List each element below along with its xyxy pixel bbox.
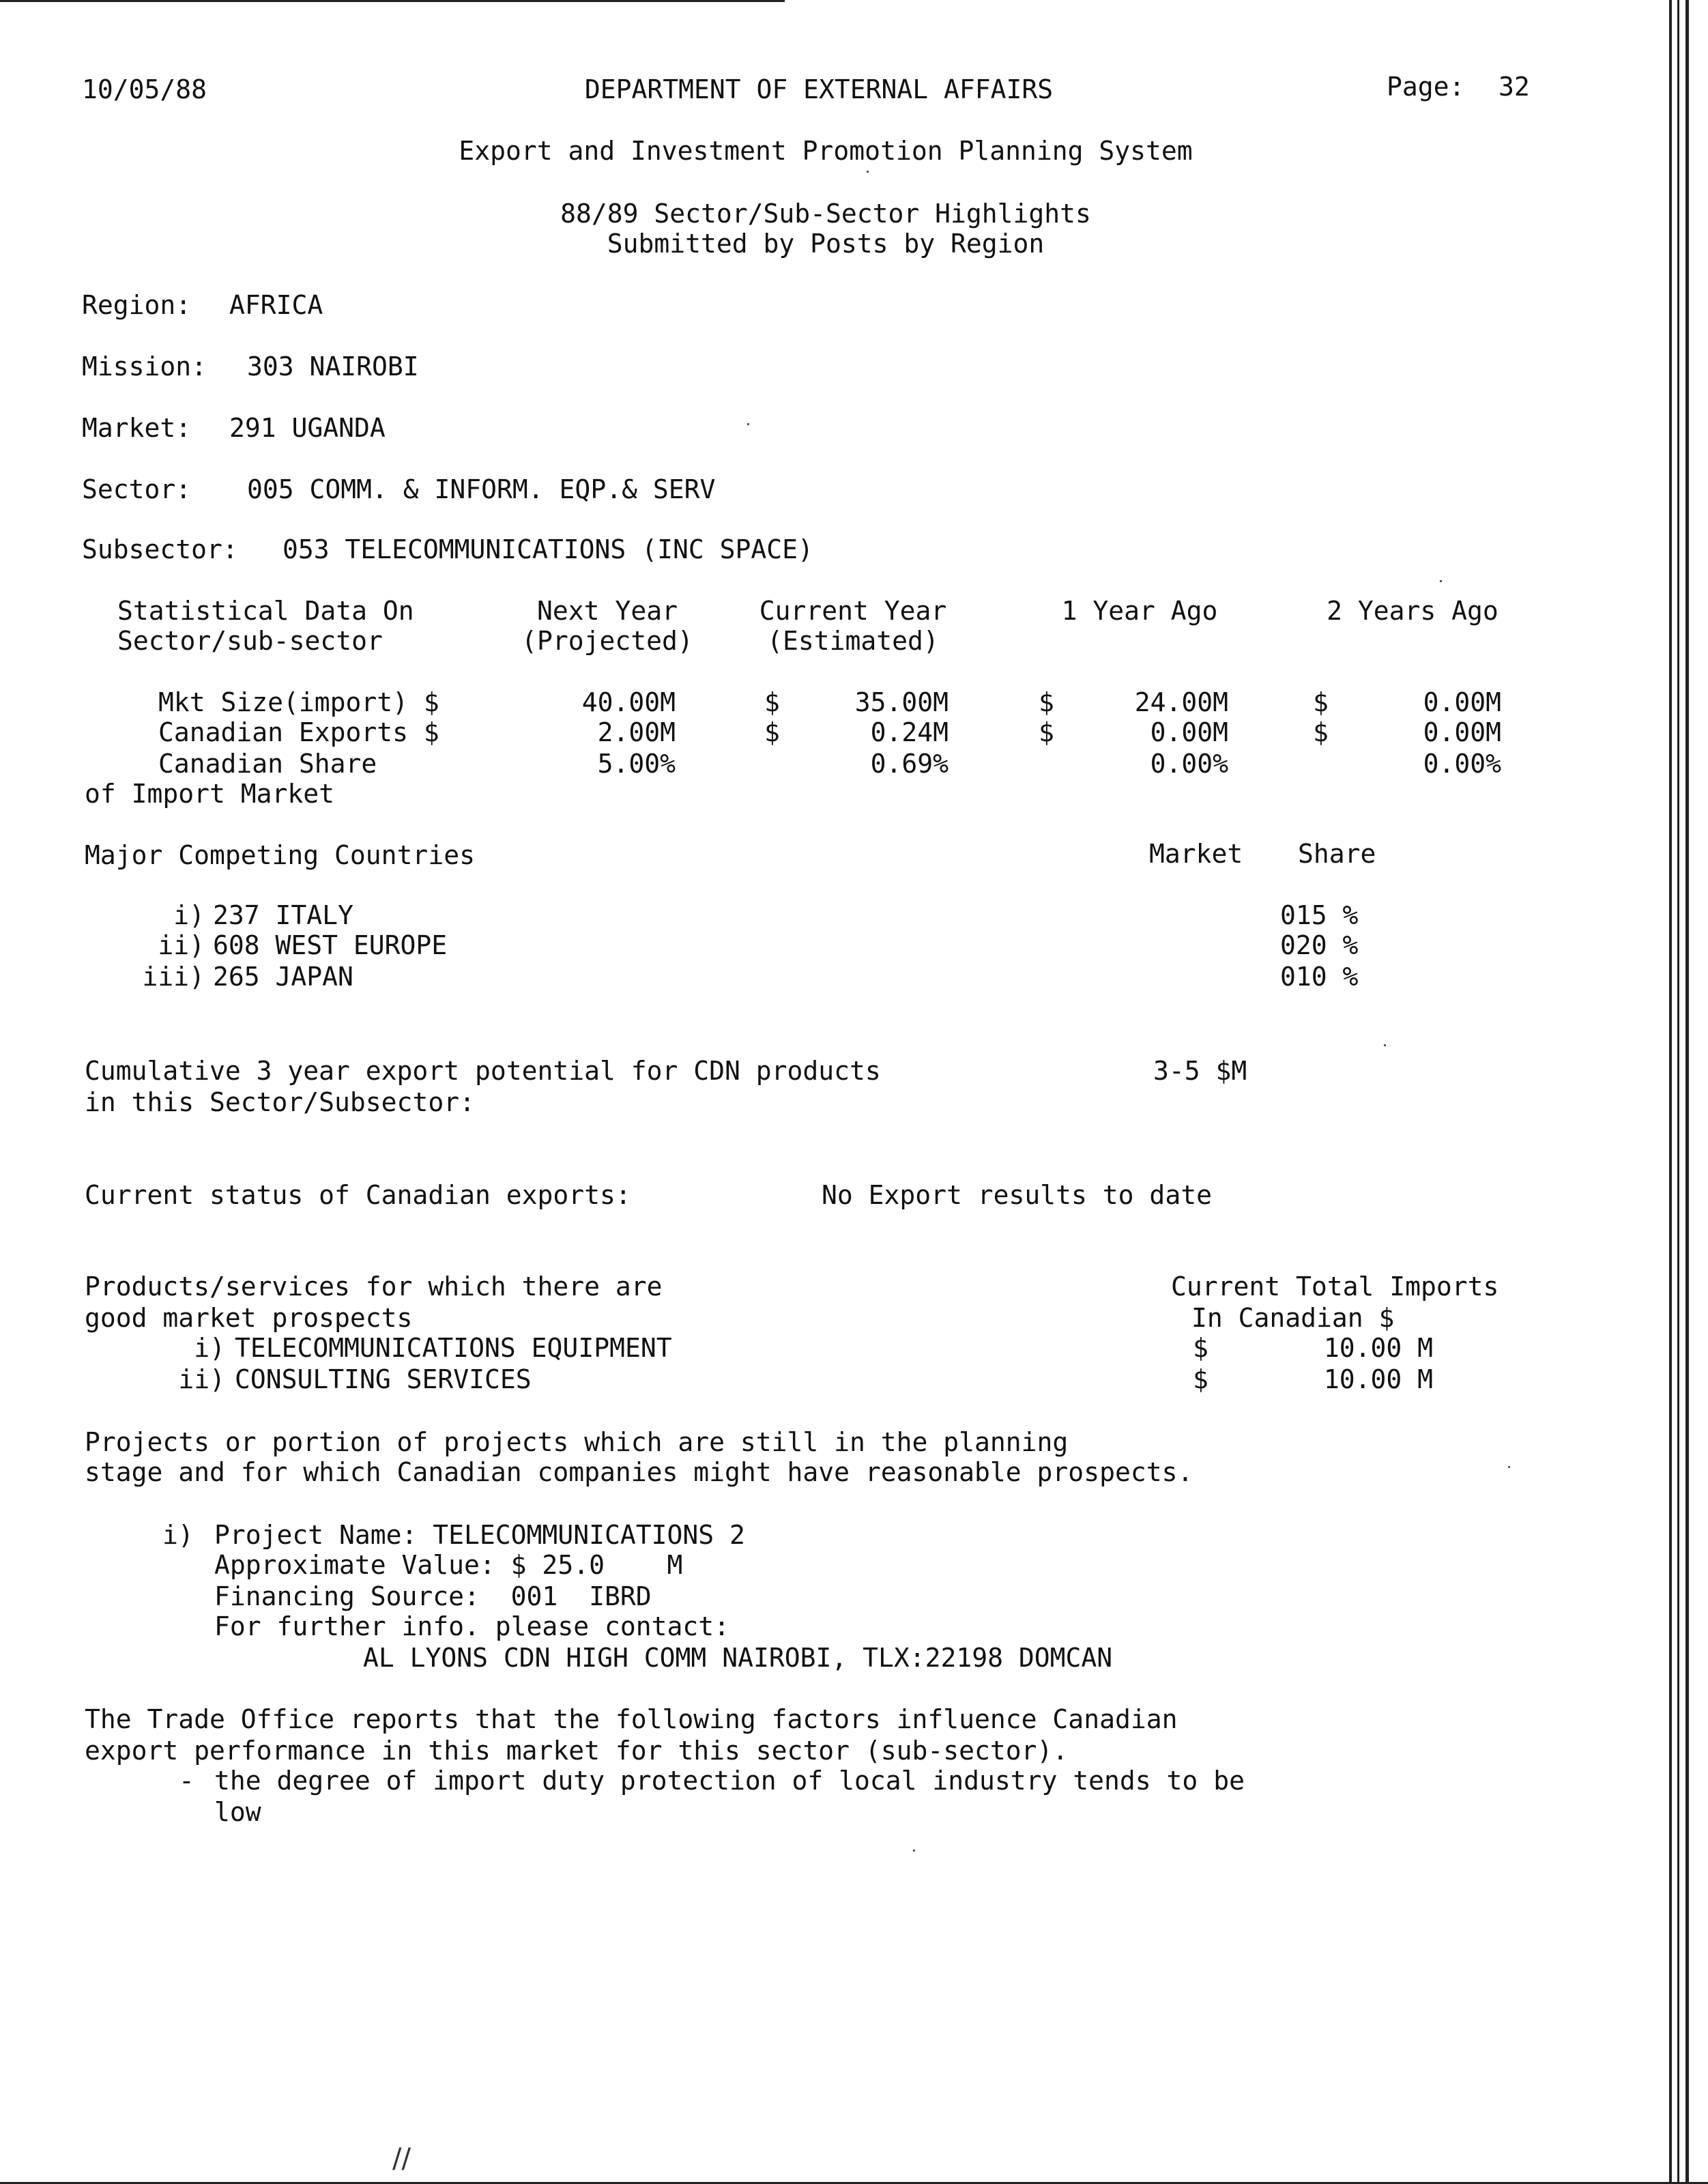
subsector-value: 053 TELECOMMUNICATIONS (INC SPACE) bbox=[283, 534, 813, 564]
projects-intro-2: stage and for which Canadian companies might have reasonable prospects. bbox=[85, 1457, 1193, 1487]
product-number: ii) bbox=[178, 1364, 225, 1394]
imports-heading-2: In Canadian $ bbox=[1191, 1303, 1395, 1333]
stats-header-left-1: Statistical Data On bbox=[117, 596, 414, 626]
mission-label: Mission: bbox=[82, 351, 207, 382]
report-title: 88/89 Sector/Sub-Sector Highlights bbox=[560, 199, 1091, 229]
competitor-country: 265 JAPAN bbox=[213, 962, 353, 992]
col-next-year: Next Year bbox=[537, 596, 678, 626]
region-label: Region: bbox=[82, 290, 192, 320]
potential-value: 3-5 $M bbox=[1153, 1056, 1247, 1086]
cell-mkt-size-next: 40.00M bbox=[581, 687, 676, 717]
status-value: No Export results to date bbox=[822, 1180, 1212, 1210]
factor-bullet: - bbox=[179, 1766, 194, 1796]
project-financing: Financing Source: 001 IBRD bbox=[214, 1581, 652, 1611]
page-label: Page: bbox=[1387, 72, 1465, 102]
system-title: Export and Investment Promotion Planning System bbox=[459, 136, 1193, 166]
cell-currency: $ bbox=[1039, 717, 1054, 747]
subsector-label: Subsector: bbox=[82, 534, 238, 564]
competitor-country: 237 ITALY bbox=[213, 900, 353, 930]
department-title: DEPARTMENT OF EXTERNAL AFFAIRS bbox=[584, 74, 1054, 104]
competitor-share: 020 % bbox=[1280, 930, 1359, 960]
cell-share-1y: 0.00% bbox=[1150, 749, 1228, 779]
cell-mkt-size-current: 35.00M bbox=[854, 687, 949, 717]
sector-label: Sector: bbox=[82, 474, 192, 504]
imports-heading-1: Current Total Imports bbox=[1171, 1271, 1499, 1302]
report-subtitle: Submitted by Posts by Region bbox=[607, 229, 1045, 259]
col-next-year-sub: (Projected) bbox=[521, 626, 693, 656]
row-label-share-suffix: of Import Market bbox=[85, 779, 335, 809]
cell-currency: $ bbox=[764, 687, 780, 717]
scan-right-edge bbox=[1669, 0, 1672, 2184]
market-label: Market: bbox=[82, 413, 192, 443]
cell-share-2y: 0.00% bbox=[1423, 749, 1501, 779]
cell-currency: $ bbox=[1313, 687, 1329, 717]
competitor-number: iii) bbox=[142, 962, 205, 992]
cell-exports-current: 0.24M bbox=[870, 717, 949, 747]
cell-currency: $ bbox=[1313, 717, 1329, 747]
row-label-mkt-size: Mkt Size(import) $ bbox=[158, 687, 439, 717]
factors-intro-2: export performance in this market for this sector (sub-sector). bbox=[85, 1736, 1069, 1766]
product-name: TELECOMMUNICATIONS EQUIPMENT bbox=[235, 1333, 672, 1363]
col-current-year-sub: (Estimated) bbox=[767, 626, 939, 656]
mission-value: 303 NAIROBI bbox=[247, 351, 419, 382]
competitor-number: ii) bbox=[158, 930, 205, 960]
scan-right-edge-2 bbox=[1677, 0, 1679, 2184]
project-contact: AL LYONS CDN HIGH COMM NAIROBI, TLX:22198 DOMCAN bbox=[363, 1643, 1113, 1673]
competitor-country: 608 WEST EUROPE bbox=[213, 930, 448, 960]
region-value: AFRICA bbox=[229, 290, 323, 320]
project-contact-label: For further info. please contact: bbox=[214, 1611, 729, 1641]
stats-header-left-2: Sector/sub-sector bbox=[117, 626, 383, 656]
competitor-number: i) bbox=[173, 900, 205, 930]
scan-top-edge bbox=[0, 0, 785, 2]
col-2-years-ago: 2 Years Ago bbox=[1327, 596, 1499, 626]
speck bbox=[913, 1850, 915, 1852]
page-number: 32 bbox=[1499, 72, 1530, 102]
potential-line-2: in this Sector/Subsector: bbox=[85, 1087, 475, 1117]
cell-currency: $ bbox=[764, 717, 780, 747]
potential-line-1: Cumulative 3 year export potential for CDN products bbox=[85, 1056, 881, 1086]
project-value: Approximate Value: $ 25.0 M bbox=[214, 1550, 683, 1580]
speck bbox=[1384, 1044, 1386, 1046]
factor-line-1: the degree of import duty protection of local industry tends to be bbox=[214, 1766, 1245, 1796]
factors-intro-1: The Trade Office reports that the following factors influence Canadian bbox=[85, 1704, 1178, 1734]
cell-currency: $ bbox=[1039, 687, 1054, 717]
col-current-year: Current Year bbox=[759, 596, 947, 626]
cell-exports-next: 2.00M bbox=[597, 717, 676, 747]
product-currency: $ bbox=[1193, 1333, 1208, 1363]
cell-exports-2y: 0.00M bbox=[1423, 717, 1501, 747]
speck bbox=[1440, 580, 1442, 582]
speck bbox=[1508, 1466, 1510, 1468]
row-label-canadian-exports: Canadian Exports $ bbox=[158, 717, 439, 747]
cell-exports-1y: 0.00M bbox=[1150, 717, 1228, 747]
sector-value: 005 COMM. & INFORM. EQP.& SERV bbox=[247, 474, 716, 504]
cell-mkt-size-2y: 0.00M bbox=[1423, 687, 1501, 717]
product-number: i) bbox=[194, 1333, 225, 1363]
competitor-share: 010 % bbox=[1280, 962, 1359, 992]
factor-line-2: low bbox=[214, 1797, 261, 1827]
product-name: CONSULTING SERVICES bbox=[235, 1364, 532, 1394]
product-currency: $ bbox=[1193, 1364, 1208, 1394]
pen-mark: // bbox=[392, 2143, 411, 2174]
col-1-year-ago: 1 Year Ago bbox=[1061, 596, 1218, 626]
cell-mkt-size-1y: 24.00M bbox=[1134, 687, 1228, 717]
report-date: 10/05/88 bbox=[82, 74, 207, 104]
row-label-canadian-share: Canadian Share bbox=[158, 749, 377, 779]
market-value: 291 UGANDA bbox=[229, 413, 386, 443]
products-line-2: good market prospects bbox=[85, 1303, 413, 1333]
competitors-heading: Major Competing Countries bbox=[85, 840, 475, 870]
cell-share-current: 0.69% bbox=[870, 749, 949, 779]
cell-share-next: 5.00% bbox=[597, 749, 676, 779]
products-line-1: Products/services for which there are bbox=[85, 1271, 663, 1302]
product-value: 10.00 M bbox=[1323, 1364, 1433, 1394]
market-share-heading-2: Share bbox=[1298, 839, 1376, 869]
status-label: Current status of Canadian exports: bbox=[85, 1180, 631, 1210]
speck bbox=[867, 171, 869, 173]
speck bbox=[747, 423, 749, 425]
project-name: Project Name: TELECOMMUNICATIONS 2 bbox=[214, 1520, 745, 1550]
project-number: i) bbox=[162, 1520, 194, 1550]
product-value: 10.00 M bbox=[1323, 1333, 1433, 1363]
projects-intro-1: Projects or portion of projects which are still in the planning bbox=[85, 1427, 1069, 1457]
market-share-heading-1: Market bbox=[1149, 839, 1243, 869]
scan-right-edge-3 bbox=[1685, 0, 1689, 2184]
competitor-share: 015 % bbox=[1280, 900, 1359, 930]
